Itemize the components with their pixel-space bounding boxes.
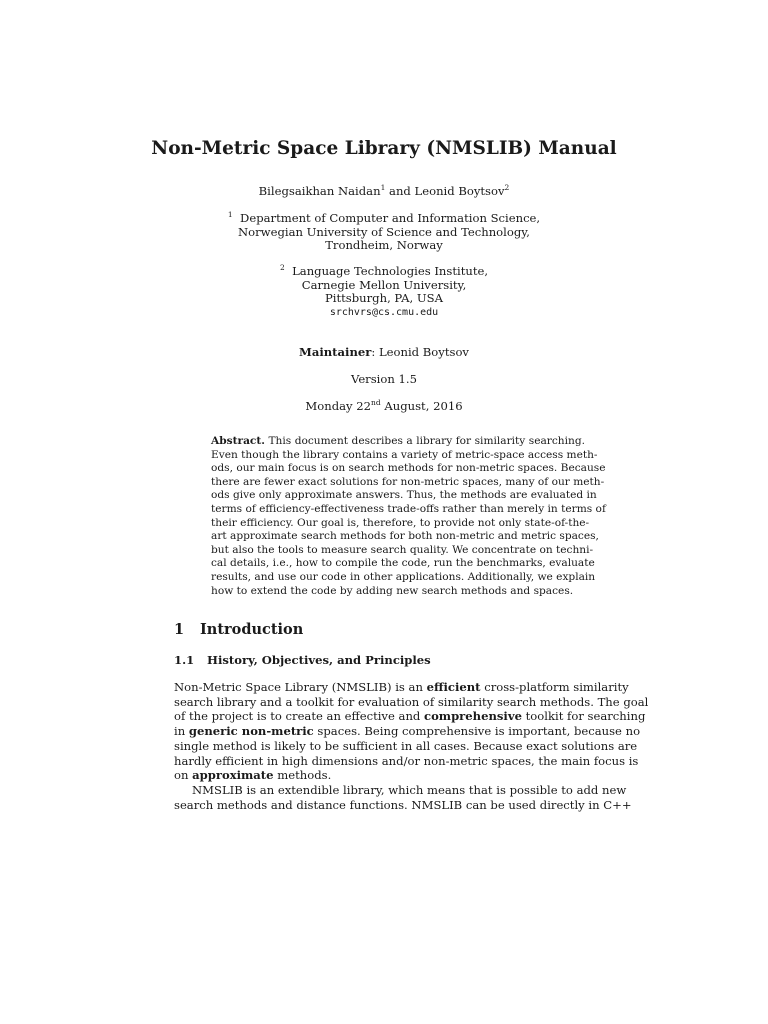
author-conjunction: and xyxy=(385,184,415,198)
subsection-number: 1.1 xyxy=(174,653,195,667)
affil-2-mark: 2 xyxy=(279,263,285,272)
subsection-heading xyxy=(174,653,431,667)
affil-2-line-1: Language Technologies Institute, xyxy=(292,264,489,278)
abstract-line: terms of efficiency-effectiveness trade-offs rather than merely in terms of xyxy=(211,502,606,515)
maintainer-line xyxy=(0,346,768,360)
abstract-line: ods give only approximate answers. Thus, the methods are evaluated in xyxy=(211,489,597,502)
emphasis-approximate: approximate xyxy=(192,768,274,783)
abstract-line: how to extend the code by adding new search methods and spaces. xyxy=(211,584,574,597)
abstract-line: results, and use our code in other applications. Additionally, we explain xyxy=(211,570,596,583)
body-line: search methods and distance functions. NMSLIB can be used directly in C++ xyxy=(174,797,632,812)
author-1-affil-mark: 1 xyxy=(380,183,386,192)
abstract-line: cal details, i.e., how to compile the code, run the benchmarks, evaluate xyxy=(211,557,595,570)
affil-1-line-2: Norwegian University of Science and Technology, xyxy=(238,224,530,239)
emphasis-comprehensive: comprehensive xyxy=(424,709,522,724)
body-line: in generic non-metric spaces. Being comprehensive is important, because no xyxy=(174,724,641,739)
section-number: 1 xyxy=(174,621,185,638)
affil-1-mark: 1 xyxy=(227,210,233,219)
abstract xyxy=(211,435,606,598)
date-prefix: Monday 22 xyxy=(305,399,372,413)
author-line xyxy=(0,185,768,199)
author-1: Bilegsaikhan Naidan xyxy=(258,184,381,198)
abstract-line: but also the tools to measure search quality. We concentrate on techni- xyxy=(211,543,594,556)
affiliation-1 xyxy=(0,212,768,253)
author-2: Leonid Boytsov xyxy=(414,184,505,198)
body-line: of the project is to create an effective and comprehensive toolkit for searching xyxy=(174,709,646,724)
abstract-line: Even though the library contains a variety of metric-space access meth- xyxy=(211,448,598,461)
abstract-line: there are fewer exact solutions for non-metric spaces, many of our meth- xyxy=(211,475,605,488)
body-text xyxy=(174,680,649,812)
abstract-line: Abstract. This document describes a library for similarity searching. xyxy=(211,435,585,447)
paper-title: Non-Metric Space Library (NMSLIB) Manual xyxy=(151,138,617,159)
abstract-line: art approximate search methods for both non-metric and metric spaces, xyxy=(211,530,599,543)
abstract-label: Abstract. xyxy=(211,435,265,447)
version-line: Version 1.5 xyxy=(351,372,417,386)
body-line: on approximate methods. xyxy=(174,768,332,783)
maintainer-label: Maintainer xyxy=(299,345,372,359)
emphasis-efficient: efficient xyxy=(426,680,481,694)
affil-1-line-1: Department of Computer and Information Science, xyxy=(240,211,541,225)
abstract-line: their efficiency. Our goal is, therefore, to provide not only state-of-the- xyxy=(211,516,590,529)
affil-2-line-2: Carnegie Mellon University, xyxy=(301,277,467,292)
body-line: hardly efficient in high dimensions and/or non-metric spaces, the main focus is xyxy=(174,753,639,768)
body-line: Non-Metric Space Library (NMSLIB) is an efficient cross-platform similarity xyxy=(174,680,629,694)
contact-email: srchvrs@cs.cmu.edu xyxy=(329,306,439,318)
date-suffix: August, 2016 xyxy=(380,399,463,413)
affiliation-2 xyxy=(0,265,768,319)
section-title: Introduction xyxy=(200,621,304,638)
author-2-affil-mark: 2 xyxy=(504,183,510,192)
affil-2-line-3: Pittsburgh, PA, USA xyxy=(324,291,444,305)
body-line: single method is likely to be sufficient in all cases. Because exact solutions are xyxy=(174,738,638,753)
body-line: NMSLIB is an extendible library, which means that is possible to add new xyxy=(192,782,627,797)
emphasis-generic-non-metric: generic non-metric xyxy=(188,724,314,739)
subsection-title: History, Objectives, and Principles xyxy=(207,653,431,667)
affil-1-line-3: Trondheim, Norway xyxy=(325,238,443,252)
date-ordinal: nd xyxy=(371,398,381,407)
maintainer-separator: : xyxy=(371,345,379,359)
date-line xyxy=(0,400,768,414)
section-heading xyxy=(174,621,303,638)
body-line: search library and a toolkit for evaluation of similarity search methods. The goal xyxy=(174,694,649,709)
maintainer-name: Leonid Boytsov xyxy=(378,345,469,359)
abstract-line: ods, our main focus is on search methods for non-metric spaces. Because xyxy=(211,462,606,475)
